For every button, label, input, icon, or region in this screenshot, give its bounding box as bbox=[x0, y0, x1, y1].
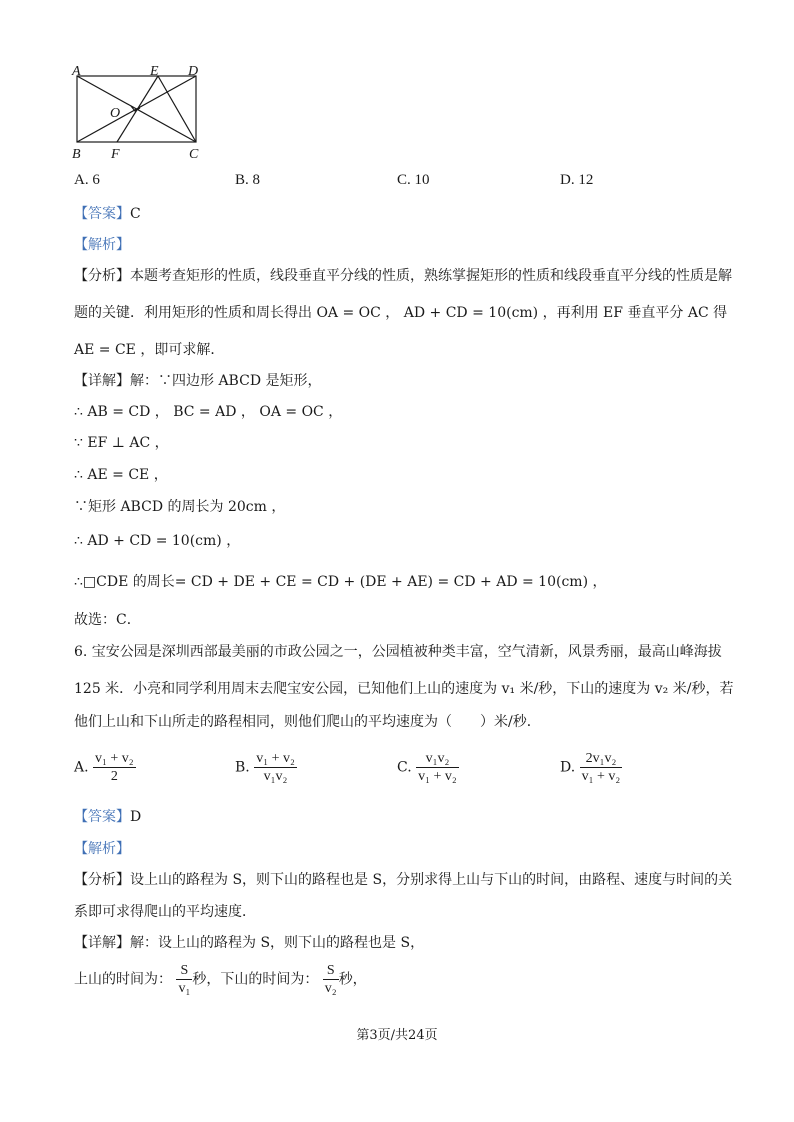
xiangjie-tag: 【详解】 bbox=[74, 373, 130, 389]
q6-option-d: D. $\frac{\text{2v₁v₂}}{\text{v₁ + v₂}}$ bbox=[560, 751, 621, 784]
fraction: $\frac{\text{v₁ + v₂}}{2}$ bbox=[95, 751, 134, 784]
q5-option-d: D. 12 bbox=[560, 172, 594, 188]
q5-step-5: ∵矩形 ABCD 的周长为 20cm ， bbox=[74, 499, 286, 515]
q6-xiangjie-line: 【详解】解：设上山的路程为 S，则下山的路程也是 S， bbox=[74, 935, 425, 951]
q5-step-8: 故选：C． bbox=[74, 612, 141, 628]
q5-xiangjie-line: 【详解】解：∵四边形 ABCD 是矩形， bbox=[74, 373, 322, 389]
answer-value: D bbox=[130, 809, 142, 825]
label-e: E bbox=[150, 64, 159, 79]
q5-option-a: A. 6 bbox=[74, 172, 100, 188]
q5-answer bbox=[74, 203, 141, 223]
q6-analysis-tag: 【解析】 bbox=[74, 841, 130, 857]
q6-option-a: A. $\frac{\text{v₁ + v₂}}{2}$ bbox=[74, 751, 134, 784]
label-f: F bbox=[111, 147, 120, 162]
q5-analysis-tag: 【解析】 bbox=[74, 237, 130, 253]
q6-answer bbox=[74, 806, 141, 826]
label-c: C bbox=[189, 147, 199, 162]
q5-step-4: ∴ AE = CE ， bbox=[74, 467, 168, 483]
fraction: $\frac{S}{\text{v₁}}$ bbox=[178, 963, 191, 996]
q5-step-3: ∵ EF ⊥ AC ， bbox=[74, 435, 169, 451]
label-a: A bbox=[72, 64, 81, 79]
fraction: $\frac{S}{\text{v₂}}$ bbox=[324, 963, 337, 996]
q6-fenxi-line2: 系即可求得爬山的平均速度． bbox=[74, 904, 256, 920]
q5-step-7: ∴□CDE 的周长= CD + DE + CE = CD + (DE + AE) = CD + AD = 10(cm) ， bbox=[74, 574, 607, 590]
q6-line1: 6. 宝安公园是深圳西部最美丽的市政公园之一，公园植被种类丰富，空气清新，风景秀丽，最高山峰海拔 bbox=[74, 644, 722, 660]
fenxi-tag: 【分析】 bbox=[74, 268, 130, 284]
q6-line3: 他们上山和下山所走的路程相同，则他们爬山的平均速度为（ ）米/秒． bbox=[74, 714, 541, 730]
fraction: $\frac{\text{2v₁v₂}}{\text{v₁ + v₂}}$ bbox=[581, 751, 621, 784]
q6-option-b: B. $\frac{\text{v₁ + v₂}}{\text{v₁v₂}}$ bbox=[235, 751, 295, 784]
xiangjie-tag: 【详解】 bbox=[74, 935, 130, 951]
label-o: O bbox=[110, 106, 121, 121]
q6-fenxi-line1: 【分析】设上山的路程为 S，则下山的路程也是 S，分别求得上山与下山的时间，由路程、速度与时间的关 bbox=[74, 872, 733, 888]
label-d: D bbox=[188, 64, 199, 79]
q5-option-b: B. 8 bbox=[235, 172, 261, 188]
q5-step-6: ∴ AD + CD = 10(cm) ， bbox=[74, 533, 241, 549]
answer-tag: 【答案】 bbox=[74, 809, 130, 825]
answer-tag: 【答案】 bbox=[74, 206, 130, 222]
q5-fenxi-line3: AE = CE ，即可求解． bbox=[74, 342, 225, 358]
fraction: $\frac{\text{v₁ + v₂}}{\text{v₁v₂}}$ bbox=[256, 751, 295, 784]
fraction: $\frac{\text{v₁v₂}}{\text{v₁ + v₂}}$ bbox=[418, 751, 457, 784]
rectangle-figure bbox=[66, 58, 216, 166]
q6-time-line: 上山的时间为： $\frac{S}{\text{v₁}}$ 秒，下山的时间为： $\frac{S}{\text{v₂}}$ 秒， bbox=[74, 963, 367, 996]
q6-line2: 125 米．小亮和同学利用周末去爬宝安公园，已知他们上山的速度为 v₁ 米/秒，下山的速度为 v₂ 米/秒，若 bbox=[74, 681, 734, 697]
answer-value: C bbox=[130, 206, 141, 222]
q5-fenxi-line2: 题的关键．利用矩形的性质和周长得出 OA = OC ， AD + CD = 10(cm) ，再利用 EF 垂直平分 AC 得 bbox=[74, 305, 728, 321]
label-b: B bbox=[72, 147, 81, 162]
q5-fenxi-line1: 【分析】本题考查矩形的性质，线段垂直平分线的性质，熟练掌握矩形的性质和线段垂直平分线的性质是解 bbox=[74, 268, 732, 284]
page-footer: 第3页/共24页 bbox=[356, 1028, 438, 1043]
q6-option-c: C. $\frac{\text{v₁v₂}}{\text{v₁ + v₂}}$ bbox=[397, 751, 457, 784]
q5-step-2: ∴ AB = CD ， BC = AD ， OA = OC ， bbox=[74, 404, 343, 420]
fenxi-tag: 【分析】 bbox=[74, 872, 130, 888]
q5-option-c: C. 10 bbox=[397, 172, 430, 188]
